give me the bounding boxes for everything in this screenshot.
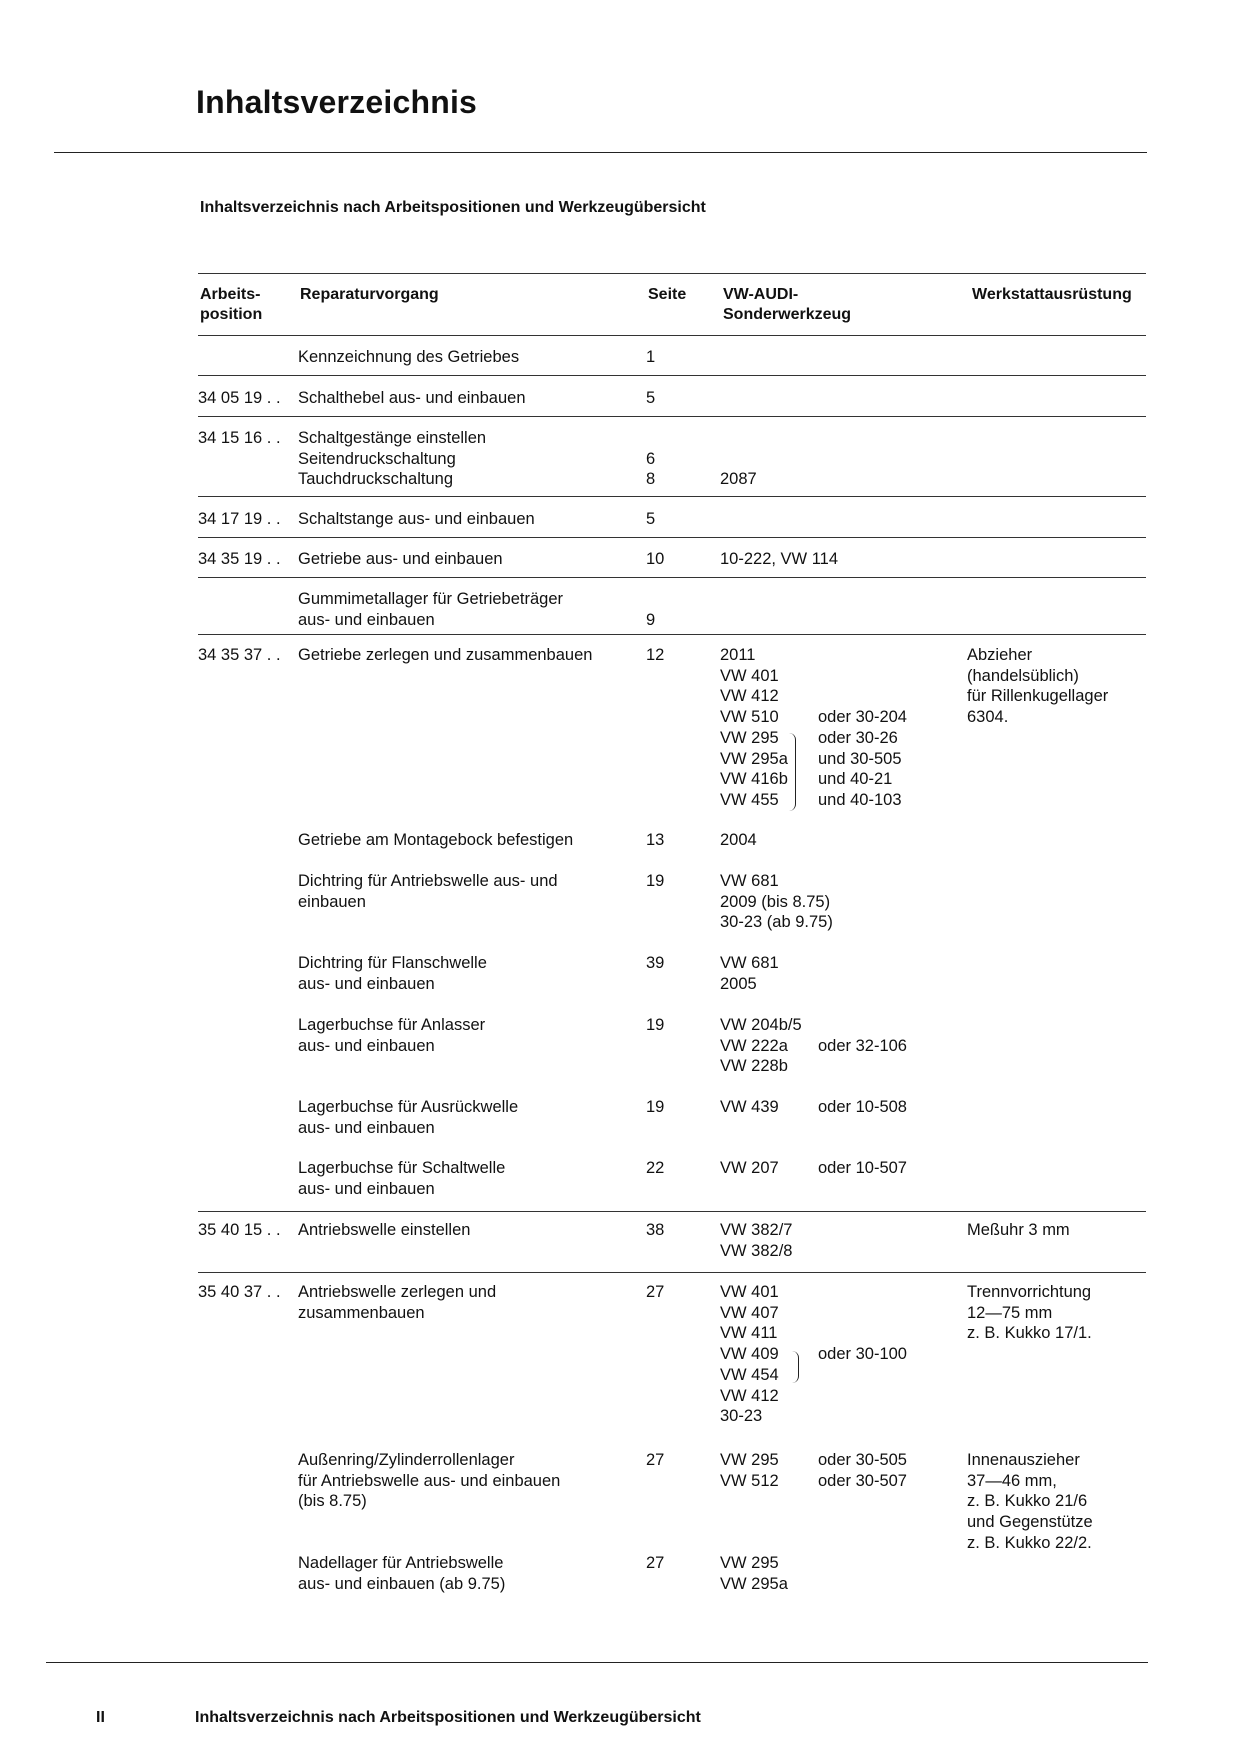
tool-cell: VW 382/7 VW 382/8 xyxy=(720,1221,793,1260)
procedure-cell: Dichtring für Antriebswelle aus- und einbauen xyxy=(298,872,558,911)
col-header-equipment: Werkstattausrüstung xyxy=(972,286,1132,303)
page-cell: 19 xyxy=(646,1098,665,1116)
row-separator xyxy=(198,1211,1146,1212)
tool-cell: VW 439 xyxy=(720,1098,779,1116)
alt-tool-cell: oder 30-204 oder 30-26 und 30-505 und 40-21 und 40-103 xyxy=(818,708,907,809)
row-separator xyxy=(198,1272,1146,1273)
tool-cell: 2087 xyxy=(720,470,757,489)
alt-tool-cell: oder 10-507 xyxy=(818,1159,907,1177)
procedure-cell: Schaltgestänge einstellen Seitendruckschaltung Tauchdruckschaltung xyxy=(298,429,487,489)
col-header-tool: VW-AUDI- Sonderwerkzeug xyxy=(723,286,852,323)
page-cell: 27 xyxy=(646,1451,665,1469)
alt-tool-cell: oder 30-100 xyxy=(818,1345,907,1364)
page-cell: 9 xyxy=(646,610,656,629)
col-header-position: Arbeits- position xyxy=(200,286,263,323)
page-cell: 12 xyxy=(646,646,665,664)
procedure-cell: Schalthebel aus- und einbauen xyxy=(298,389,526,407)
position-cell: 34 35 19 . . xyxy=(198,550,281,568)
row-separator xyxy=(198,496,1146,497)
alt-tool-cell: oder 10-508 xyxy=(818,1098,907,1116)
procedure-cell: Antriebswelle einstellen xyxy=(298,1221,471,1239)
procedure-cell: Getriebe aus- und einbauen xyxy=(298,550,503,568)
tool-cell: VW 204b/5 VW 222a VW 228b xyxy=(720,1016,802,1076)
tool-cell: 10-222, VW 114 xyxy=(720,550,839,568)
position-cell: 34 35 37 . . xyxy=(198,646,281,664)
footer-text: Inhaltsverzeichnis nach Arbeitspositionen und Werkzeugübersicht xyxy=(195,1709,701,1726)
page-cell: 13 xyxy=(646,831,665,849)
equipment-cell: Innenauszieher 37—46 mm, z. B. Kukko 21/6 und Gegenstütze z. B. Kukko 22/2. xyxy=(967,1451,1093,1552)
position-cell: 34 15 16 . . xyxy=(198,429,281,447)
row-separator xyxy=(198,375,1146,376)
col-header-procedure: Reparaturvorgang xyxy=(300,286,439,303)
page-cell: 19 xyxy=(646,1016,665,1034)
page-cell: 6 8 xyxy=(646,449,656,489)
row-separator xyxy=(198,577,1146,578)
page-cell: 22 xyxy=(646,1159,665,1177)
tool-cell: VW 295 VW 512 xyxy=(720,1451,779,1490)
position-cell: 34 17 19 . . xyxy=(198,510,281,528)
page-cell: 39 xyxy=(646,954,665,972)
equipment-cell: Abzieher (handelsüblich) für Rillenkugellager 6304. xyxy=(967,646,1109,727)
equipment-cell: Trennvorrichtung 12—75 mm z. B. Kukko 17/1. xyxy=(967,1283,1092,1343)
tool-cell: 2004 xyxy=(720,831,757,849)
procedure-cell: Lagerbuchse für Ausrückwelle aus- und einbauen xyxy=(298,1098,519,1137)
section-subtitle: Inhaltsverzeichnis nach Arbeitspositionen und Werkzeugübersicht xyxy=(200,199,706,216)
row-separator xyxy=(198,634,1146,635)
footer-divider xyxy=(46,1662,1148,1663)
page-cell: 5 xyxy=(646,510,656,528)
page-cell: 10 xyxy=(646,550,665,568)
position-cell: 35 40 37 . . xyxy=(198,1283,281,1301)
grouping-brace xyxy=(792,1351,799,1383)
footer-page-number: II xyxy=(96,1709,105,1726)
tool-cell: VW 207 xyxy=(720,1159,779,1177)
procedure-cell: Schaltstange aus- und einbauen xyxy=(298,510,535,528)
alt-tool-cell: oder 30-505 oder 30-507 xyxy=(818,1451,907,1490)
row-separator xyxy=(198,537,1146,538)
procedure-cell: Kennzeichnung des Getriebes xyxy=(298,348,520,366)
procedure-cell: Getriebe zerlegen und zusammenbauen xyxy=(298,646,593,664)
page-cell: 27 xyxy=(646,1283,665,1301)
alt-tool-cell: oder 32-106 xyxy=(818,1036,907,1055)
tool-cell: VW 681 2005 xyxy=(720,954,779,993)
position-cell: 35 40 15 . . xyxy=(198,1221,281,1239)
equipment-cell: Meßuhr 3 mm xyxy=(967,1221,1070,1239)
page-cell: 27 xyxy=(646,1554,665,1572)
col-header-page: Seite xyxy=(648,286,687,303)
position-cell: 34 05 19 . . xyxy=(198,389,281,407)
title-divider xyxy=(54,152,1147,153)
procedure-cell: Getriebe am Montagebock befestigen xyxy=(298,831,574,849)
header-bottom-rule xyxy=(198,335,1146,336)
procedure-cell: Außenring/Zylinderrollenlager für Antriebswelle aus- und einbauen (bis 8.75) xyxy=(298,1451,561,1511)
grouping-brace xyxy=(789,733,796,811)
page-title: Inhaltsverzeichnis xyxy=(196,84,478,120)
procedure-cell: Lagerbuchse für Anlasser aus- und einbauen xyxy=(298,1016,486,1055)
procedure-cell: Lagerbuchse für Schaltwelle aus- und einbauen xyxy=(298,1159,506,1198)
procedure-cell: Nadellager für Antriebswelle aus- und einbauen (ab 9.75) xyxy=(298,1554,506,1593)
tool-cell: VW 401 VW 407 VW 411 VW 409 VW 454 VW 412 30-23 xyxy=(720,1283,779,1426)
page-cell: 5 xyxy=(646,389,656,407)
page-cell: 38 xyxy=(646,1221,665,1239)
tool-cell: VW 681 2009 (bis 8.75) 30-23 (ab 9.75) xyxy=(720,872,833,932)
page-cell: 1 xyxy=(646,348,656,366)
row-separator xyxy=(198,416,1146,417)
procedure-cell: Gummimetallager für Getriebeträger aus- und einbauen xyxy=(298,590,564,629)
page-cell: 19 xyxy=(646,872,665,890)
procedure-cell: Dichtring für Flanschwelle aus- und einbauen xyxy=(298,954,487,993)
procedure-cell: Antriebswelle zerlegen und zusammenbauen xyxy=(298,1283,497,1322)
tool-cell: 2011 VW 401 VW 412 VW 510 VW 295 VW 295a VW 416b VW 455 xyxy=(720,646,788,809)
table-top-rule xyxy=(198,273,1146,274)
tool-cell: VW 295 VW 295a xyxy=(720,1554,788,1593)
